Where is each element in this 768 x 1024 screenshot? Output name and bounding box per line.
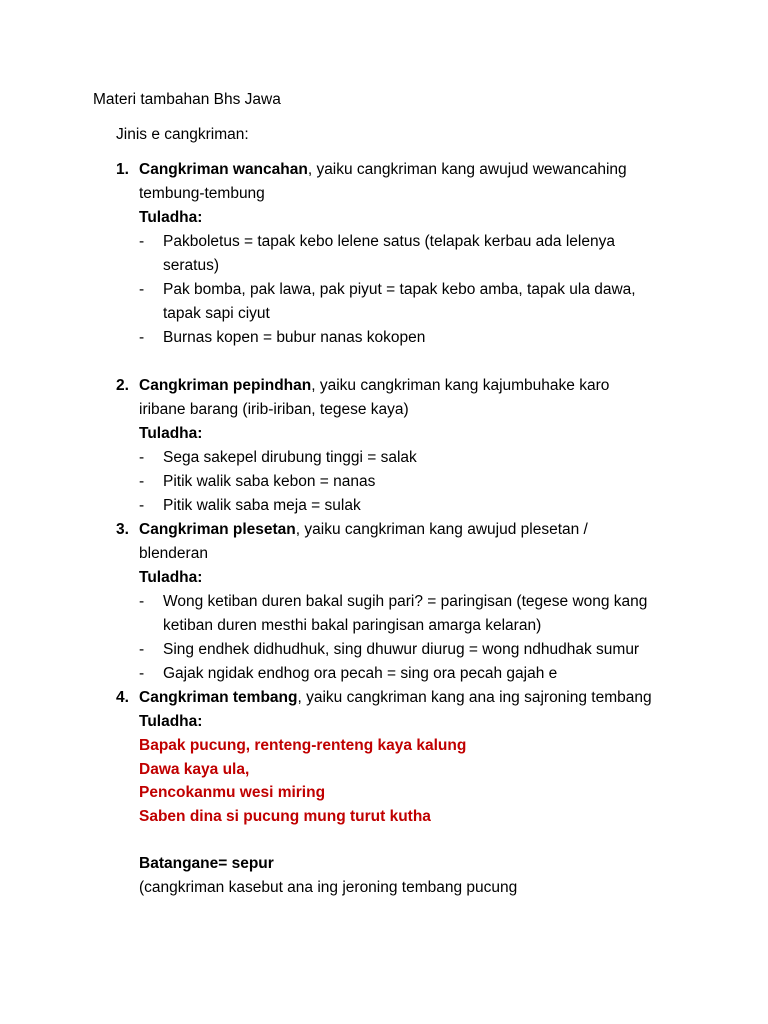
item-description: , yaiku cangkriman kang awujud wewancahing [307, 161, 627, 178]
example-label: Tuladha: [139, 569, 203, 586]
section-heading: Jinis e cangkriman: [116, 126, 249, 143]
bullet-dash: - [139, 665, 145, 682]
item-description: , yaiku cangkriman kang kajumbuhake karo [311, 377, 610, 394]
example-text: Sega sakepel dirubung tinggi = salak [163, 449, 417, 466]
bullet-dash: - [139, 281, 145, 298]
item-number: 2. [116, 377, 129, 394]
item-description: , yaiku cangkriman kang awujud plesetan / [295, 521, 588, 538]
item-term: Cangkriman tembang [139, 689, 298, 706]
document-title: Materi tambahan Bhs Jawa [93, 91, 281, 108]
item-description-cont: blenderan [139, 545, 208, 562]
example-text: Burnas kopen = bubur nanas kokopen [163, 329, 426, 346]
example-text: Pitik walik saba meja = sulak [163, 497, 361, 514]
example-label: Tuladha: [139, 209, 203, 226]
bullet-dash: - [139, 473, 145, 490]
example-text: tapak sapi ciyut [163, 305, 270, 322]
note-text: (cangkriman kasebut ana ing jeroning tembang pucung [139, 879, 518, 896]
example-text: Gajak ngidak endhog ora pecah = sing ora pecah gajah e [163, 665, 558, 682]
example-text: Wong ketiban duren bakal sugih pari? = paringisan (tegese wong kang [163, 593, 648, 610]
verse-line: Bapak pucung, renteng-renteng kaya kalung [139, 737, 467, 754]
example-text: seratus) [163, 257, 219, 274]
item-number: 1. [116, 161, 129, 178]
item-description-cont: iribane barang (irib-iriban, tegese kaya) [139, 401, 409, 418]
item-heading [139, 374, 609, 398]
bullet-dash: - [139, 449, 145, 466]
answer-text: Batangane= sepur [139, 855, 274, 872]
item-term: Cangkriman wancahan [139, 161, 308, 178]
item-description: , yaiku cangkriman kang ana ing sajroning tembang [297, 689, 652, 706]
example-text: Pakboletus = tapak kebo lelene satus (telapak kerbau ada lelenya [163, 233, 615, 250]
example-text: ketiban duren mesthi bakal paringisan amarga kelaran) [163, 617, 542, 634]
bullet-dash: - [139, 641, 145, 658]
bullet-dash: - [139, 497, 145, 514]
example-text: Pak bomba, pak lawa, pak piyut = tapak kebo amba, tapak ula dawa, [163, 281, 636, 298]
item-description-cont: tembung-tembung [139, 185, 265, 202]
verse-line: Saben dina si pucung mung turut kutha [139, 808, 431, 825]
verse-line: Dawa kaya ula, [139, 761, 250, 778]
example-text: Sing endhek didhudhuk, sing dhuwur diurug = wong ndhudhak sumur [163, 641, 640, 658]
bullet-dash: - [139, 233, 145, 250]
verse-line: Pencokanmu wesi miring [139, 784, 326, 801]
example-label: Tuladha: [139, 425, 203, 442]
example-text: Pitik walik saba kebon = nanas [163, 473, 376, 490]
bullet-dash: - [139, 593, 145, 610]
item-heading [139, 518, 588, 542]
item-heading [139, 686, 652, 710]
example-label: Tuladha: [139, 713, 203, 730]
bullet-dash: - [139, 329, 145, 346]
item-term: Cangkriman pepindhan [139, 377, 312, 394]
item-heading [139, 158, 627, 182]
item-number: 3. [116, 521, 129, 538]
item-number: 4. [116, 689, 129, 706]
item-term: Cangkriman plesetan [139, 521, 296, 538]
